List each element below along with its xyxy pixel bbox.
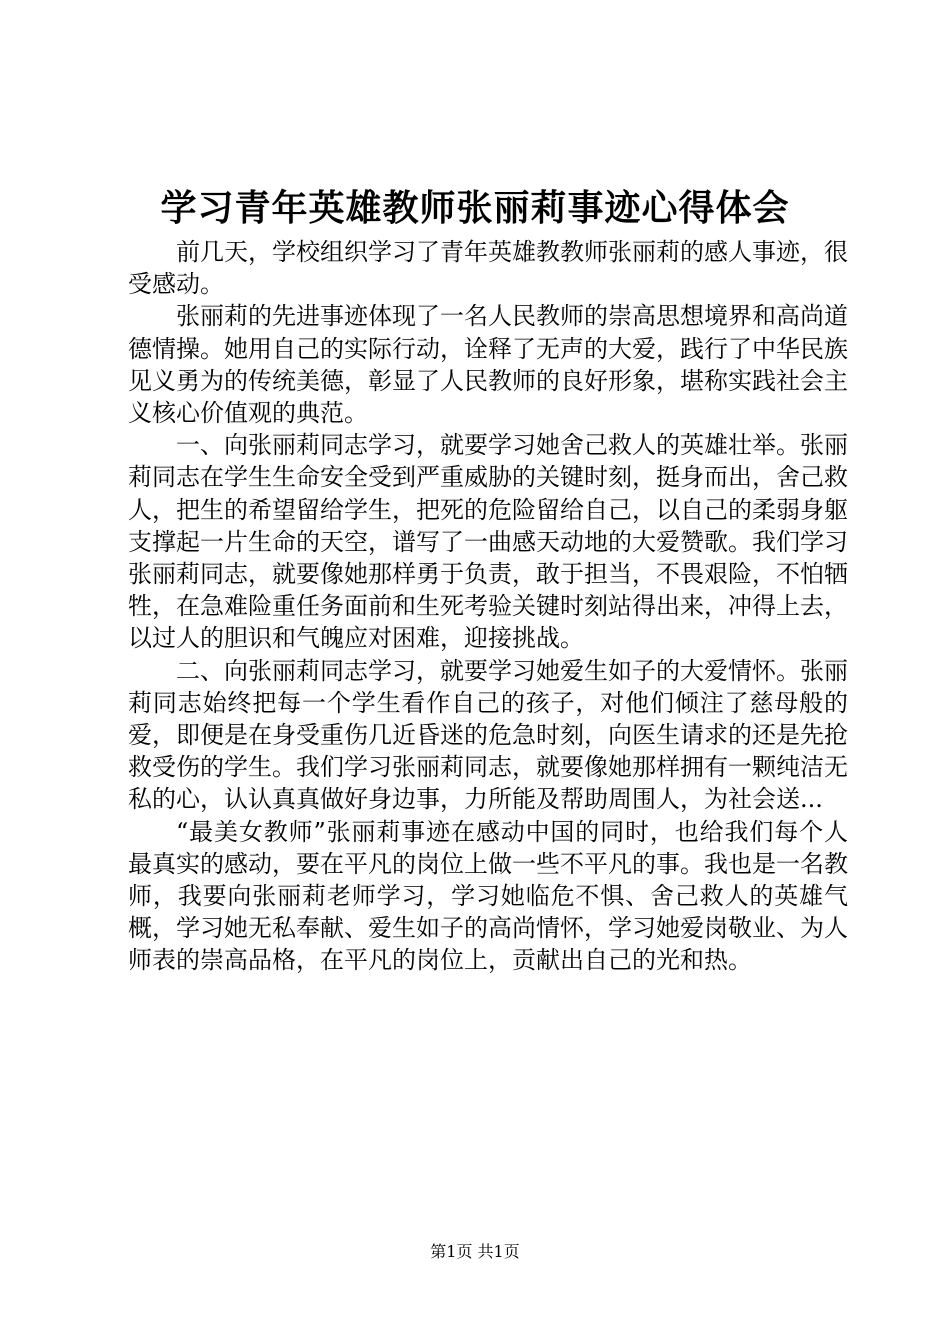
paragraph-3: 一、向张丽莉同志学习，就要学习她舍己救人的英雄壮举。张丽莉同志在学生生命安全受到严重威胁的关键时刻，挺身而出，舍己救人，把生的希望留给学生，把死的危险留给自己，以自己的柔弱身躯支撑起一片生命的天空，谱写了一曲感天动地的大爱赞歌。我们学习张丽莉同志，就要像她那样勇于负责，敢于担当，不畏艰险，不怕牺牲，在急难险重任务面前和生死考验关键时刻站得出来，冲得上去，以过人的胆识和气魄应对困难，迎接挑战。	[128, 431, 848, 653]
document-body	[128, 236, 848, 977]
document-title: 学习青年英雄教师张丽莉事迹心得体会	[160, 187, 790, 229]
paragraph-2: 张丽莉的先进事迹体现了一名人民教师的崇高思想境界和高尚道德情操。她用自己的实际行动，诠释了无声的大爱，践行了中华民族见义勇为的传统美德，彰显了人民教师的良好形象，堪称实践社会主义核心价值观的典范。	[128, 302, 848, 428]
paragraph-5: “最美女教师”张丽莉事迹在感动中国的同时，也给我们每个人最真实的感动，要在平凡的岗位上做一些不平凡的事。我也是一名教师，我要向张丽莉老师学习，学习她临危不惧、舍己救人的英雄气概，学习她无私奉献、爱生如子的高尚情怀，学习她爱岗敬业、为人师表的崇高品格，在平凡的岗位上，贡献出自己的光和热。	[128, 817, 848, 975]
page-footer: 第1页 共1页	[430, 1242, 520, 1261]
paragraph-4: 二、向张丽莉同志学习，就要学习她爱生如子的大爱情怀。张丽莉同志始终把每一个学生看作自己的孩子，对他们倾注了慈母般的爱，即便是在身受重伤几近昏迷的危急时刻，向医生请求的还是先抢救受伤的学生。我们学习张丽莉同志，就要像她那样拥有一颗纯洁无私的心，认认真真做好身边事，力所能及帮助周围人，为社会送...	[128, 656, 848, 814]
paragraph-1: 前几天，学校组织学习了青年英雄教教师张丽莉的感人事迹，很受感动。	[128, 238, 848, 299]
